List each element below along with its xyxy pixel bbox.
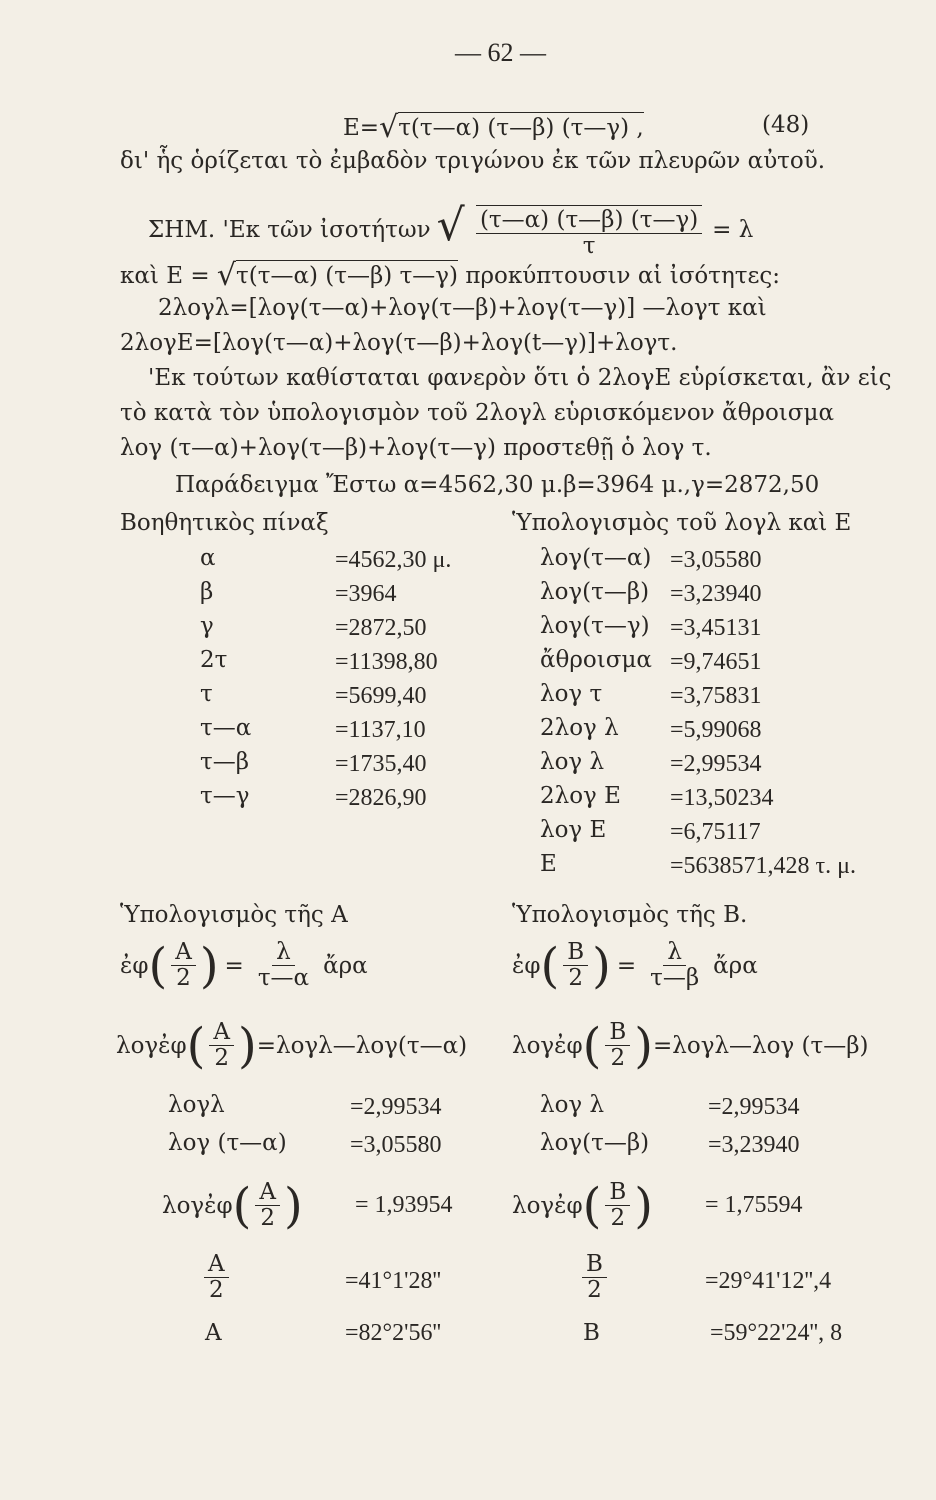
frac-den: 2 <box>610 1045 626 1072</box>
equation-2logE: 2λογE=[λογ(τ—α)+λογ(τ—β)+λογ(t—γ)]+λογτ. <box>120 330 678 356</box>
note-sqrt: √ $\frac{(\tau—\alpha) (\tau—\beta) (\tau—\gamma)}{\tau}$ <box>437 200 707 259</box>
calc-B-result-label: B <box>583 1320 600 1346</box>
formula-48 <box>343 110 644 145</box>
table-row-value: =3,75831 <box>670 683 762 709</box>
frac-den: 2 <box>208 1277 224 1304</box>
equation-number: (48) <box>762 112 810 138</box>
example-line: Παράδειγμα Ἔστω α=4562,30 μ.β=3964 μ.,γ=2872,50 <box>175 472 820 498</box>
calc-B-result-logef: λογἐφ ( $\frac{B}{2}$ ) <box>512 1177 653 1234</box>
table-row-value: =2,99534 <box>670 751 762 777</box>
table-row-label: ἄθροισμα <box>540 647 652 673</box>
line-area: δι' ἧς ὁρίζεται τὸ ἐμβαδὸν τριγώνου ἐκ τῶν πλευρῶν αὐτοῦ. <box>120 148 826 174</box>
table-row-label: λογ λ <box>540 1092 605 1118</box>
frac-den: 2 <box>610 1205 626 1232</box>
formula-48-radicand: τ(τ—α) (τ—β) (τ—γ) , <box>398 112 644 141</box>
table-row-value: =5638571,428 τ. μ. <box>670 853 857 879</box>
paragraph-line-1: 'Εκ τούτων καθίσταται φανερὸν ὅτι ὁ 2λογE εὑρίσκεται, ἂν εἰς <box>148 365 892 391</box>
calc-B-half-frac <box>578 1252 611 1304</box>
paragraph-line-2: τὸ κατὰ τὸν ὑπολογισμὸν τοῦ 2λογλ εὑρισκόμενον ἄθροισμα <box>120 400 834 426</box>
line-kai <box>120 258 780 293</box>
frac-den: 2 <box>260 1205 275 1232</box>
sqrt-sign: √τ(τ—α) (τ—β) (τ—γ) , <box>379 110 644 145</box>
frac-den: 2 <box>568 965 583 992</box>
calc-A-title: Ὑπολογισμὸς τῆς A <box>120 902 348 928</box>
table-row-label: λογ(τ—α) <box>540 545 652 571</box>
frac-num: λ <box>272 940 295 966</box>
table-row-label: λογ (τ—α) <box>168 1130 287 1156</box>
calc-A-ef-equation: ἐφ ( $\frac{A}{2}$ ) = $\frac{\lambda}{\tau—\alpha}$ ἄρα <box>120 937 368 994</box>
table-row-value: =5,99068 <box>670 717 762 743</box>
calc-B-title: Ὑπολογισμὸς τῆς B. <box>512 902 748 928</box>
calc-A-result-logef-value: = 1,93954 <box>355 1192 453 1218</box>
calc-A-half-frac <box>200 1252 233 1304</box>
frac-num: B <box>582 1252 607 1278</box>
table-row-value: =2,99534 <box>350 1094 442 1120</box>
table-row-value: =9,74651 <box>670 649 762 675</box>
logef-label: λογἐφ <box>162 1192 233 1219</box>
frac-num: A <box>204 1252 229 1278</box>
table-row-label: λογ(τ—β) <box>540 579 650 605</box>
ara-label: ἄρα <box>323 952 368 979</box>
kai-sqrt: √τ(τ—α) (τ—β) τ—γ) <box>216 258 459 293</box>
note-prefix: ΣΗΜ. 'Εκ τῶν ἰσοτήτων <box>148 216 431 243</box>
table-row-label: τ—γ <box>200 783 250 809</box>
table-row-value: =3964 <box>335 581 397 607</box>
table-row-label: E <box>540 851 557 877</box>
logef-label: λογἐφ <box>116 1032 187 1059</box>
frac-num: A <box>171 940 196 966</box>
table-row-label: α <box>200 545 216 571</box>
table-row-value: =3,05580 <box>670 547 762 573</box>
frac-den: τ—β <box>650 965 700 992</box>
kai-suffix: προκύπτουσιν αἱ ἰσότητες: <box>465 263 781 289</box>
logef-rhs: =λογλ—λογ (τ—β) <box>653 1032 869 1059</box>
table-row-label: 2λογ E <box>540 783 621 809</box>
formula-48-lhs: E= <box>343 115 380 141</box>
frac-den: 2 <box>587 1277 602 1304</box>
note-frac-den: τ <box>582 233 596 259</box>
ef-label: ἐφ <box>120 952 149 979</box>
table-row-label: λογ λ <box>540 749 605 775</box>
kai-prefix: καὶ E = <box>120 263 210 289</box>
logef-rhs: =λογλ—λογ(τ—α) <box>256 1032 468 1059</box>
ara-label: ἄρα <box>713 952 758 979</box>
table-row-label: γ <box>200 613 214 639</box>
frac-num: λ <box>663 940 686 966</box>
note-line <box>148 200 753 259</box>
table-row-value: =6,75117 <box>670 819 761 845</box>
table-row-value: =3,23940 <box>708 1132 800 1158</box>
table-row-value: =11398,80 <box>335 649 438 675</box>
calc-B-ef-equation: ἐφ ( $\frac{B}{2}$ ) = $\frac{\lambda}{\tau—\beta}$ ἄρα <box>512 937 758 994</box>
calc-A-logef-equation: λογἐφ ( $\frac{A}{2}$ ) =λογλ—λογ(τ—α) <box>116 1017 468 1074</box>
kai-radicand: τ(τ—α) (τ—β) τ—γ) <box>236 260 458 289</box>
table-row-value: =13,50234 <box>670 785 774 811</box>
table-row-label: β <box>200 579 214 605</box>
table-row-label: 2τ <box>200 647 228 673</box>
note-frac-num: (τ—α) (τ—β) (τ—γ) <box>476 208 702 234</box>
table-row-label: τ—α <box>200 715 252 741</box>
table-row-value: =1735,40 <box>335 751 427 777</box>
frac-num: B <box>563 940 588 966</box>
table-row-value: =2826,90 <box>335 785 427 811</box>
frac-num: B <box>605 1180 630 1206</box>
paragraph-line-3: λογ (τ—α)+λογ(τ—β)+λογ(τ—γ) προστεθῇ ὁ λογ τ. <box>120 435 712 461</box>
frac-num: B <box>605 1020 630 1046</box>
equation-2logl: 2λογλ=[λογ(τ—α)+λογ(τ—β)+λογ(τ—γ)] —λογτ καὶ <box>158 295 767 321</box>
table-row-value: =3,45131 <box>670 615 762 641</box>
logef-label: λογἐφ <box>512 1032 583 1059</box>
logef-label: λογἐφ <box>512 1192 583 1219</box>
table-row-value: =1137,10 <box>335 717 426 743</box>
calc-B-result-logef-value: = 1,75594 <box>705 1192 803 1218</box>
calc-A-half-value: =41°1'28'' <box>345 1268 442 1294</box>
frac-den: 2 <box>176 965 191 992</box>
ef-label: ἐφ <box>512 952 541 979</box>
note-suffix: = λ <box>712 216 754 243</box>
page-number: — 62 — <box>455 38 546 67</box>
frac-den: 2 <box>214 1045 229 1072</box>
table-row-label: λογ(τ—γ) <box>540 613 650 639</box>
table-row-label: τ <box>200 681 213 707</box>
calc-A-result-label: A <box>205 1320 222 1346</box>
calc-A-result-value: =82°2'56'' <box>345 1320 442 1346</box>
table-row-value: =5699,40 <box>335 683 427 709</box>
calc-B-result-value: =59°22'24'', 8 <box>710 1320 843 1346</box>
calc-B-half-value: =29°41'12'',4 <box>705 1268 832 1294</box>
table-row-label: λογ E <box>540 817 607 843</box>
calc-A-result-logef: λογἐφ ( $\frac{A}{2}$ ) <box>162 1177 303 1234</box>
table-row-value: =3,23940 <box>670 581 762 607</box>
table-row-label: 2λογ λ <box>540 715 619 741</box>
frac-den: τ—α <box>257 965 310 992</box>
calc-table-title: Ὑπολογισμὸς τοῦ λογλ καὶ E <box>512 510 852 536</box>
table-row-value: =4562,30 μ. <box>335 547 452 573</box>
table-row-label: λογ(τ—β) <box>540 1130 650 1156</box>
table-row-label: λογλ <box>168 1092 225 1118</box>
frac-num: A <box>209 1020 234 1046</box>
table-row-value: =3,05580 <box>350 1132 442 1158</box>
aux-table-title: Βοηθητικὸς πίναξ <box>120 510 329 536</box>
table-row-label: τ—β <box>200 749 250 775</box>
calc-B-logef-equation: λογἐφ ( $\frac{B}{2}$ ) =λογλ—λογ (τ—β) <box>512 1017 869 1074</box>
frac-num: A <box>255 1180 280 1206</box>
table-row-value: =2,99534 <box>708 1094 800 1120</box>
table-row-label: λογ τ <box>540 681 603 707</box>
table-row-value: =2872,50 <box>335 615 427 641</box>
